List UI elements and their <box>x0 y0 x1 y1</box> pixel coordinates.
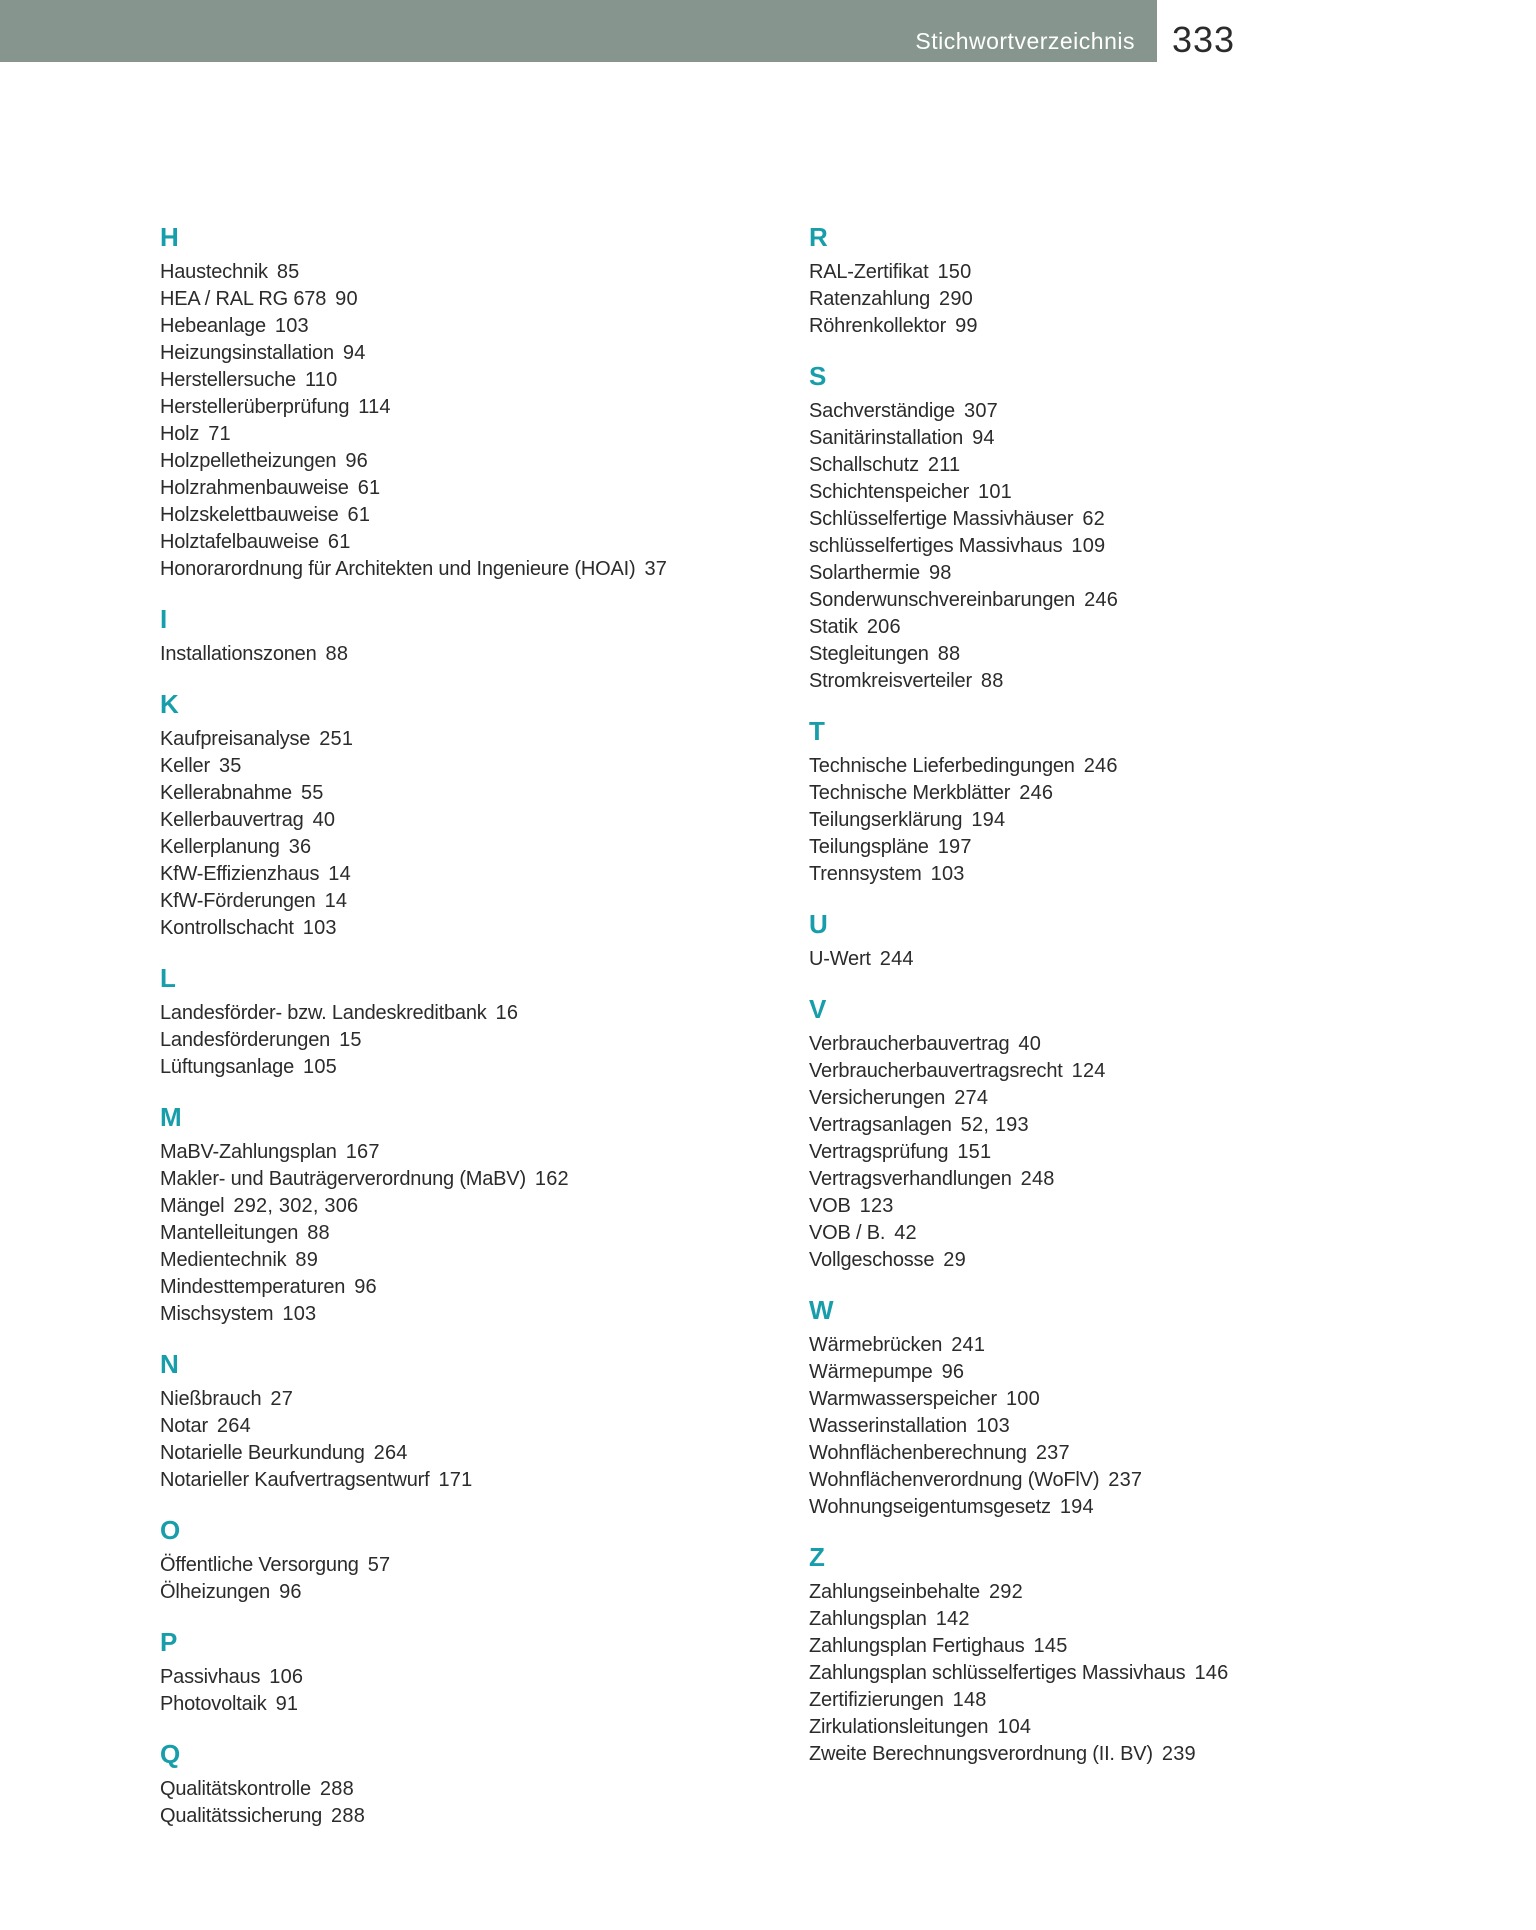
entry-term: KfW-Effizienzhaus <box>160 863 320 885</box>
entry-pages: 89 <box>295 1249 319 1271</box>
entry-term: Ratenzahlung <box>809 288 931 310</box>
entry-term: HEA / RAL RG 678 <box>160 288 327 310</box>
index-entry <box>160 753 780 780</box>
index-section-I <box>160 604 780 668</box>
index-entry <box>160 1000 780 1027</box>
entry-term: Herstellersuche <box>160 369 296 391</box>
index-entry <box>160 1274 780 1301</box>
entry-pages: 98 <box>928 562 952 584</box>
entry-pages: 16 <box>495 1002 519 1024</box>
index-entry <box>160 726 780 753</box>
entry-pages: 94 <box>342 342 366 364</box>
index-entry <box>809 1633 1509 1660</box>
entry-pages: 88 <box>980 670 1004 692</box>
entry-term: Trennsystem <box>809 863 922 885</box>
entry-pages: 57 <box>367 1554 391 1576</box>
entry-pages: 94 <box>972 427 995 449</box>
index-entry <box>160 1054 780 1081</box>
entry-pages: 114 <box>358 396 391 418</box>
entry-term: Zahlungsplan <box>809 1608 927 1630</box>
entry-pages: 248 <box>1020 1168 1055 1190</box>
entry-term: Makler- und Bauträgerverordnung (MaBV) <box>160 1168 526 1190</box>
entry-pages: 101 <box>978 481 1013 503</box>
section-letter-I: I <box>160 604 168 634</box>
index-entry <box>160 861 780 888</box>
entry-term: Sanitärinstallation <box>809 427 964 449</box>
index-entry <box>809 560 1509 587</box>
entry-term: Wärmebrücken <box>809 1334 943 1356</box>
index-entry <box>809 1247 1509 1274</box>
entry-pages: 100 <box>1005 1388 1040 1410</box>
entry-pages: 71 <box>208 423 231 445</box>
entry-pages: 150 <box>937 261 972 283</box>
entry-term: Zahlungsplan Fertighaus <box>809 1635 1025 1657</box>
index-entry <box>809 668 1509 695</box>
index-entry <box>160 367 780 394</box>
entry-pages: 288 <box>319 1778 354 1800</box>
entry-pages: 244 <box>879 948 914 970</box>
index-entry <box>809 614 1509 641</box>
entry-term: Zahlungseinbehalte <box>809 1581 980 1603</box>
index-entry <box>160 780 780 807</box>
entry-pages: 61 <box>327 531 351 553</box>
entry-pages: 251 <box>319 728 354 750</box>
section-letter-P: P <box>160 1627 178 1657</box>
entry-pages: 90 <box>335 288 358 310</box>
entry-term: Wasserinstallation <box>809 1415 967 1437</box>
section-letter-R: R <box>809 222 828 252</box>
index-entry <box>809 807 1509 834</box>
entry-term: Wärmepumpe <box>809 1361 933 1383</box>
index-entry <box>809 1494 1509 1521</box>
entry-pages: 91 <box>275 1693 299 1715</box>
entry-term: Keller <box>160 755 210 777</box>
entry-term: Passivhaus <box>160 1666 261 1688</box>
entry-term: Wohnungseigentumsgesetz <box>809 1496 1051 1518</box>
entry-pages: 61 <box>347 504 371 526</box>
entry-term: Kaufpreisanalyse <box>160 728 311 750</box>
entry-term: Kellerabnahme <box>160 782 292 804</box>
entry-pages: 264 <box>216 1415 251 1437</box>
index-entry <box>809 452 1509 479</box>
index-entry <box>160 1467 780 1494</box>
index-entry <box>809 861 1509 888</box>
entry-pages: 106 <box>269 1666 304 1688</box>
entry-term: Röhrenkollektor <box>809 315 947 337</box>
entry-pages: 61 <box>357 477 381 499</box>
index-entry <box>809 1193 1509 1220</box>
index-entry <box>809 533 1509 560</box>
index-entry <box>809 1687 1509 1714</box>
entry-term: KfW-Förderungen <box>160 890 316 912</box>
index-entry <box>160 807 780 834</box>
entry-pages: 85 <box>276 261 300 283</box>
index-entry <box>160 1386 780 1413</box>
entry-term: Vertragsprüfung <box>809 1141 949 1163</box>
section-letter-T: T <box>809 716 825 746</box>
index-entry <box>809 398 1509 425</box>
index-entry <box>809 1085 1509 1112</box>
entry-pages: 96 <box>345 450 368 472</box>
index-entry <box>809 587 1509 614</box>
entry-term: Zahlungsplan schlüsselfertiges Massivhaus <box>809 1662 1186 1684</box>
entry-term: Holzskelettbauweise <box>160 504 339 526</box>
entry-term: Haustechnik <box>160 261 268 283</box>
index-entry <box>809 1741 1509 1768</box>
entry-term: Herstellerüberprüfung <box>160 396 350 418</box>
index-entry <box>160 834 780 861</box>
index-entry <box>160 1440 780 1467</box>
entry-pages: 88 <box>307 1222 330 1244</box>
entry-pages: 103 <box>282 1303 317 1325</box>
entry-term: Heizungsinstallation <box>160 342 334 364</box>
index-entry <box>809 506 1509 533</box>
entry-term: Zirkulationsleitungen <box>809 1716 989 1738</box>
index-entry <box>809 1413 1509 1440</box>
entry-pages: 264 <box>373 1442 408 1464</box>
entry-pages: 145 <box>1033 1635 1068 1657</box>
entry-term: Statik <box>809 616 858 638</box>
index-section-O <box>160 1515 780 1606</box>
section-letter-O: O <box>160 1515 181 1545</box>
entry-term: Versicherungen <box>809 1087 946 1109</box>
entry-pages: 103 <box>302 917 337 939</box>
page-header-title: Stichwortverzeichnis <box>915 28 1135 54</box>
entry-term: Mindesttemperaturen <box>160 1276 346 1298</box>
header-bar <box>0 0 1157 62</box>
index-entry <box>809 946 1509 973</box>
entry-term: Kellerplanung <box>160 836 280 858</box>
entry-term: Ölheizungen <box>160 1581 271 1603</box>
entry-pages: 52, 193 <box>960 1114 1029 1136</box>
entry-pages: 246 <box>1019 782 1054 804</box>
entry-term: Mischsystem <box>160 1303 274 1325</box>
entry-pages: 292, 302, 306 <box>233 1195 359 1217</box>
entry-pages: 55 <box>300 782 324 804</box>
index-entry <box>160 313 780 340</box>
entry-pages: 36 <box>288 836 312 858</box>
index-section-L <box>160 963 780 1081</box>
entry-pages: 124 <box>1071 1060 1106 1082</box>
entry-term: VOB / B. <box>809 1222 886 1244</box>
section-letter-U: U <box>809 909 828 939</box>
index-entry <box>809 259 1509 286</box>
index-entry <box>160 1220 780 1247</box>
index-entry <box>160 556 780 583</box>
entry-pages: 40 <box>1018 1033 1042 1055</box>
entry-term: Medientechnik <box>160 1249 287 1271</box>
index-section-Q <box>160 1739 780 1830</box>
entry-pages: 241 <box>951 1334 986 1356</box>
entry-pages: 14 <box>324 890 348 912</box>
entry-term: U-Wert <box>809 948 871 970</box>
entry-pages: 103 <box>274 315 309 337</box>
index-entry <box>809 1112 1509 1139</box>
index-entry <box>160 915 780 942</box>
entry-pages: 246 <box>1083 755 1118 777</box>
index-entry <box>809 1440 1509 1467</box>
entry-term: Solarthermie <box>809 562 920 584</box>
entry-term: Verbraucherbauvertragsrecht <box>809 1060 1063 1082</box>
entry-pages: 167 <box>345 1141 380 1163</box>
index-section-M <box>160 1102 780 1328</box>
entry-term: Qualitätskontrolle <box>160 1778 311 1800</box>
entry-term: Vertragsverhandlungen <box>809 1168 1012 1190</box>
index-section-V <box>809 994 1509 1274</box>
entry-pages: 274 <box>954 1087 989 1109</box>
entry-pages: 15 <box>339 1029 362 1051</box>
section-letter-H: H <box>160 222 179 252</box>
entry-pages: 14 <box>328 863 351 885</box>
entry-pages: 288 <box>331 1805 366 1827</box>
index-entry <box>809 753 1509 780</box>
entry-pages: 237 <box>1108 1469 1143 1491</box>
index-entry <box>809 1220 1509 1247</box>
index-entry <box>809 1467 1509 1494</box>
index-section-P <box>160 1627 780 1718</box>
entry-pages: 151 <box>957 1141 992 1163</box>
entry-pages: 206 <box>866 616 901 638</box>
index-section-R <box>809 222 1509 340</box>
entry-term: Technische Lieferbedingungen <box>809 755 1075 777</box>
entry-term: Lüftungsanlage <box>160 1056 294 1078</box>
entry-term: Kontrollschacht <box>160 917 294 939</box>
index-entry <box>160 1803 780 1830</box>
entry-pages: 307 <box>964 400 998 422</box>
entry-pages: 246 <box>1084 589 1119 611</box>
index-section-N <box>160 1349 780 1494</box>
entry-pages: 29 <box>943 1249 966 1271</box>
index-entry <box>160 475 780 502</box>
entry-term: schlüsselfertiges Massivhaus <box>809 535 1063 557</box>
index-entry <box>809 1660 1509 1687</box>
index-entry <box>809 479 1509 506</box>
entry-pages: 37 <box>644 558 668 580</box>
index-column-left <box>160 222 780 1830</box>
index-entry <box>160 1664 780 1691</box>
entry-pages: 104 <box>997 1716 1032 1738</box>
entry-pages: 197 <box>937 836 972 858</box>
index-entry <box>809 1359 1509 1386</box>
section-letter-L: L <box>160 963 176 993</box>
entry-term: Notarieller Kaufvertragsentwurf <box>160 1469 430 1491</box>
entry-pages: 162 <box>534 1168 569 1190</box>
index-section-Z <box>809 1542 1509 1768</box>
entry-pages: 88 <box>325 643 349 665</box>
index-entry <box>160 1691 780 1718</box>
entry-pages: 171 <box>438 1469 473 1491</box>
entry-term: Schallschutz <box>809 454 919 476</box>
index-entry <box>160 502 780 529</box>
entry-term: Teilungspläne <box>809 836 929 858</box>
entry-pages: 88 <box>937 643 961 665</box>
section-letter-M: M <box>160 1102 182 1132</box>
index-entry <box>160 259 780 286</box>
index-entry <box>160 1247 780 1274</box>
index-entry <box>160 1166 780 1193</box>
index-section-U <box>809 909 1509 973</box>
entry-term: Honorarordnung für Architekten und Ingenieure (HOAI) <box>160 558 636 580</box>
section-letter-W: W <box>809 1295 834 1325</box>
entry-pages: 103 <box>975 1415 1010 1437</box>
index-entry <box>809 780 1509 807</box>
index-entry <box>809 1058 1509 1085</box>
index-entry <box>809 1579 1509 1606</box>
entry-pages: 194 <box>1059 1496 1094 1518</box>
entry-term: Holzpelletheizungen <box>160 450 337 472</box>
entry-pages: 96 <box>941 1361 965 1383</box>
entry-pages: 239 <box>1161 1743 1196 1765</box>
entry-term: Stromkreisverteiler <box>809 670 972 692</box>
section-letter-S: S <box>809 361 827 391</box>
index-entry <box>809 1139 1509 1166</box>
entry-pages: 27 <box>270 1388 294 1410</box>
entry-term: Holzrahmenbauweise <box>160 477 349 499</box>
entry-term: Schichtenspeicher <box>809 481 970 503</box>
entry-pages: 99 <box>955 315 978 337</box>
index-entry <box>160 286 780 313</box>
entry-term: Vertragsanlagen <box>809 1114 952 1136</box>
index-entry <box>809 286 1509 313</box>
index-entry <box>809 1606 1509 1633</box>
entry-pages: 96 <box>279 1581 302 1603</box>
entry-pages: 40 <box>312 809 336 831</box>
index-entry <box>160 1579 780 1606</box>
entry-term: Schlüsselfertige Massivhäuser <box>809 508 1074 530</box>
entry-term: Vollgeschosse <box>809 1249 935 1271</box>
entry-pages: 292 <box>988 1581 1023 1603</box>
index-entry <box>160 1139 780 1166</box>
index-entry <box>160 421 780 448</box>
entry-pages: 35 <box>218 755 242 777</box>
index-column-right <box>809 222 1509 1768</box>
entry-term: Wohnflächenverordnung (WoFlV) <box>809 1469 1100 1491</box>
index-entry <box>160 1552 780 1579</box>
index-entry <box>809 1714 1509 1741</box>
index-section-K <box>160 689 780 942</box>
entry-term: Wohnflächenberechnung <box>809 1442 1027 1464</box>
index-entry <box>160 1193 780 1220</box>
index-entry <box>160 340 780 367</box>
entry-term: Landesförder- bzw. Landeskreditbank <box>160 1002 487 1024</box>
entry-term: VOB <box>809 1195 851 1217</box>
entry-pages: 290 <box>939 288 974 310</box>
entry-term: Zweite Berechnungsverordnung (II. BV) <box>809 1743 1153 1765</box>
section-letter-V: V <box>809 994 827 1024</box>
index-entry <box>160 1413 780 1440</box>
entry-pages: 105 <box>303 1056 337 1078</box>
entry-term: Holz <box>160 423 200 445</box>
entry-term: Technische Merkblätter <box>809 782 1011 804</box>
index-entry <box>160 641 780 668</box>
entry-term: Hebeanlage <box>160 315 266 337</box>
entry-term: Landesförderungen <box>160 1029 331 1051</box>
index-entry <box>809 834 1509 861</box>
entry-term: Mantelleitungen <box>160 1222 299 1244</box>
index-entry <box>160 529 780 556</box>
index-entry <box>809 425 1509 452</box>
entry-term: Verbraucherbauvertrag <box>809 1033 1010 1055</box>
index-entry <box>160 1776 780 1803</box>
index-entry <box>809 1031 1509 1058</box>
section-letter-K: K <box>160 689 179 719</box>
index-entry <box>160 448 780 475</box>
entry-term: Sonderwunschvereinbarungen <box>809 589 1076 611</box>
index-entry <box>809 1386 1509 1413</box>
index-section-H <box>160 222 780 583</box>
entry-pages: 123 <box>859 1195 894 1217</box>
index-section-T <box>809 716 1509 888</box>
index-entry <box>809 641 1509 668</box>
section-letter-Z: Z <box>809 1542 825 1572</box>
index-entry <box>160 1027 780 1054</box>
entry-pages: 62 <box>1082 508 1105 530</box>
entry-term: Qualitätssicherung <box>160 1805 323 1827</box>
index-entry <box>160 394 780 421</box>
entry-term: Stegleitungen <box>809 643 929 665</box>
entry-term: Photovoltaik <box>160 1693 267 1715</box>
section-letter-N: N <box>160 1349 179 1379</box>
entry-pages: 146 <box>1194 1662 1229 1684</box>
index-entry <box>160 888 780 915</box>
entry-term: Installationszonen <box>160 643 317 665</box>
index-entry <box>809 1166 1509 1193</box>
index-section-S <box>809 361 1509 695</box>
entry-term: Kellerbauvertrag <box>160 809 304 831</box>
index-entry <box>809 313 1509 340</box>
entry-term: Öffentliche Versorgung <box>160 1554 359 1576</box>
entry-pages: 96 <box>354 1276 377 1298</box>
index-entry <box>809 1332 1509 1359</box>
entry-term: Mängel <box>160 1195 225 1217</box>
entry-pages: 109 <box>1071 535 1106 557</box>
entry-term: Zertifizierungen <box>809 1689 944 1711</box>
entry-term: Sachverständige <box>809 400 955 422</box>
page-number: 333 <box>1172 19 1236 60</box>
entry-term: RAL-Zertifikat <box>809 261 929 283</box>
entry-term: Nießbrauch <box>160 1388 262 1410</box>
entry-pages: 194 <box>971 809 1006 831</box>
index-section-W <box>809 1295 1509 1521</box>
index-entry <box>160 1301 780 1328</box>
entry-pages: 103 <box>930 863 965 885</box>
entry-term: Notarielle Beurkundung <box>160 1442 365 1464</box>
entry-pages: 42 <box>894 1222 917 1244</box>
entry-pages: 237 <box>1035 1442 1070 1464</box>
entry-term: Warmwasserspeicher <box>809 1388 997 1410</box>
entry-pages: 110 <box>304 369 338 391</box>
entry-term: Teilungserklärung <box>809 809 963 831</box>
section-letter-Q: Q <box>160 1739 181 1769</box>
entry-term: MaBV-Zahlungsplan <box>160 1141 337 1163</box>
entry-term: Notar <box>160 1415 208 1437</box>
entry-pages: 211 <box>927 454 961 476</box>
entry-pages: 148 <box>952 1689 987 1711</box>
entry-term: Holztafelbauweise <box>160 531 319 553</box>
entry-pages: 142 <box>935 1608 970 1630</box>
